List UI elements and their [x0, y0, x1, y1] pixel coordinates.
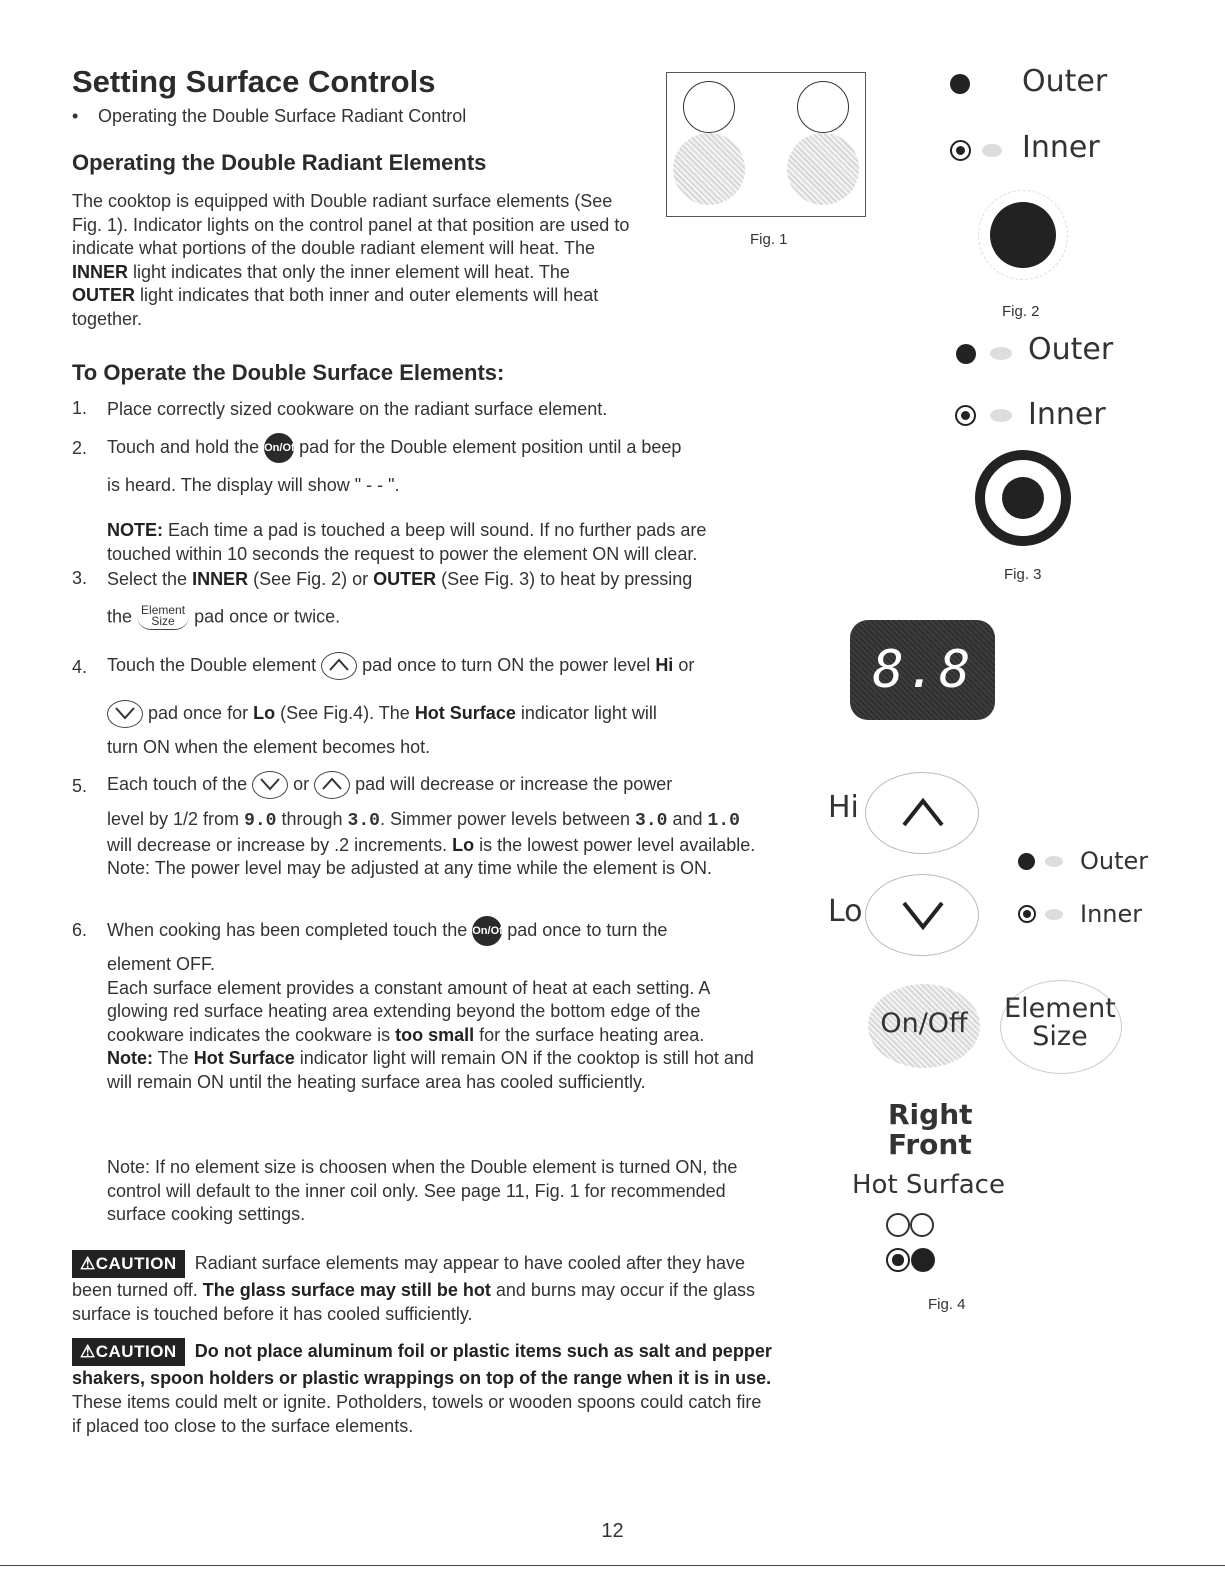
inner-indicator-icon: [1018, 905, 1036, 923]
onoff-pad-icon: On/Off: [472, 916, 502, 946]
fig-4-label: Fig. 4: [928, 1296, 966, 1313]
step-5-cont: level by 1/2 from 9.0 through 3.0. Simmer power levels between 3.0 and 1.0 will decrease or increase by .2 increments. Lo is the lowest power level available. Note: The power level may be adjusted at any time while the element is ON.: [107, 809, 756, 878]
fig-2-label: Fig. 2: [1002, 303, 1040, 320]
section-title-operate: To Operate the Double Surface Elements:: [72, 360, 505, 385]
position-label: Right Front: [888, 1098, 973, 1161]
warning-icon: ⚠: [80, 1254, 96, 1273]
step-4-cont2: turn ON when the element becomes hot.: [107, 737, 431, 757]
single-element-icon: [683, 81, 735, 133]
step-number: 1.: [72, 398, 88, 418]
page-title: Setting Surface Controls: [72, 64, 436, 99]
chevron-up-icon: [898, 791, 948, 831]
step-number: 2.: [72, 438, 88, 458]
outer-label: Outer: [1080, 847, 1149, 875]
double-element-icon: [787, 133, 859, 205]
step-number: 5.: [72, 776, 88, 796]
outer-indicator-icon: [1018, 853, 1035, 870]
bullet-icon: •: [72, 106, 79, 126]
caution-1: ⚠CAUTION Radiant surface elements may appear to have cooled after they have been turned off. The glass surface may still be hot and burns may occur if the glass surface is touched before it has cooled sufficiently.: [72, 1250, 772, 1326]
caution-badge: ⚠CAUTION: [72, 1250, 185, 1278]
cooktop-figure: [666, 72, 866, 217]
indicator-off-icon: [1045, 909, 1063, 920]
section-title-double-radiant: Operating the Double Radiant Elements: [72, 150, 487, 175]
single-element-icon: [797, 81, 849, 133]
inner-indicator-icon: [950, 140, 971, 161]
fig-3-label: Fig. 3: [1004, 566, 1042, 583]
hot-surface-indicator-icon: [886, 1248, 910, 1272]
indicator-off-icon: [990, 409, 1012, 422]
down-arrow-pad-icon: [107, 700, 143, 728]
indicator-off-icon: [982, 144, 1002, 157]
inner-label: Inner: [1028, 397, 1106, 432]
power-level-display: 8.8: [850, 620, 995, 720]
step-4-cont: pad once for Lo (See Fig.4). The Hot Surface indicator light will: [107, 700, 767, 728]
up-arrow-pad-icon: [314, 771, 350, 799]
up-arrow-button[interactable]: [865, 772, 979, 854]
inner-element-icon: [990, 202, 1056, 268]
element-size-pad-icon: Element Size: [137, 605, 189, 630]
down-arrow-pad-icon: [252, 771, 288, 799]
fig-1-label: Fig. 1: [750, 231, 788, 248]
warning-icon: ⚠: [80, 1342, 96, 1361]
step-6-cont: element OFF. Each surface element provides a constant amount of heat at each setting. A glowing red surface heating area extending beyond the bottom edge of the cookware indicates the cookware is too small for the surface heating area. Note: The Hot Surface indicator light will remain ON if the cooktop is still hot and will remain ON until the heating surface area has cooled sufficiently.: [107, 954, 754, 1092]
step-2: Touch and hold the On/Off pad for the Double element position until a beep: [107, 433, 767, 463]
step-2-cont: is heard. The display will show " - - ".: [107, 475, 400, 495]
indicator-off-icon: [990, 347, 1012, 360]
outer-indicator-icon: [950, 74, 970, 94]
hot-surface-indicator-icon: [910, 1213, 934, 1237]
section-paragraph: The cooktop is equipped with Double radiant surface elements (See Fig. 1). Indicator lights on the control panel at that position are used to indicate what portions of the double radiant element will heat. The INNER light indicates that only the inner element will heat. The OUTER light indicates that both inner and outer elements will heat together.: [72, 191, 630, 329]
outer-label: Outer: [1022, 64, 1108, 99]
element-size-label: Element Size: [1004, 993, 1116, 1052]
indicator-off-icon: [1045, 856, 1063, 867]
hot-surface-label: Hot Surface: [852, 1170, 1005, 1200]
up-arrow-pad-icon: [321, 652, 357, 680]
step-3: Select the INNER (See Fig. 2) or OUTER (See Fig. 3) to heat by pressing: [107, 569, 693, 589]
step-5: Each touch of the or pad will decrease or increase the power: [107, 771, 767, 799]
inner-label: Inner: [1080, 900, 1143, 928]
onoff-label: On/Off: [880, 1008, 968, 1039]
step-4: Touch the Double element pad once to turn ON the power level Hi or: [107, 652, 767, 680]
step-6-note2: Note: If no element size is choosen when the Double element is turned ON, the control will default to the inner coil only. See page 11, Fig. 1 for recommended surface cooking settings.: [107, 1157, 738, 1224]
step-2-note: NOTE: Each time a pad is touched a beep will sound. If no further pads are touched within 10 seconds the request to power the element ON will clear.: [107, 520, 707, 564]
double-element-icon: [673, 133, 745, 205]
inner-label: Inner: [1022, 130, 1100, 165]
hot-surface-indicator-icon: [886, 1213, 910, 1237]
step-3-cont: the Element Size pad once or twice.: [107, 603, 341, 628]
step-1: Place correctly sized cookware on the radiant surface element.: [107, 399, 608, 419]
step-number: 4.: [72, 657, 88, 677]
step-number: 3.: [72, 568, 88, 588]
intro-bullet: • Operating the Double Surface Radiant Control: [72, 106, 467, 126]
chevron-down-icon: [898, 897, 948, 937]
step-number: 6.: [72, 920, 88, 940]
hot-surface-indicator-icon: [911, 1248, 935, 1272]
step-6: When cooking has been completed touch the On/Off pad once to turn the: [107, 916, 767, 946]
caution-2: ⚠CAUTION Do not place aluminum foil or plastic items such as salt and pepper shakers, spoon holders or plastic wrappings on top of the range when it is in use. These items could melt or ignite. Potholders, towels or wooden spoons could catch fire if placed too close to the surface elements.: [72, 1338, 772, 1438]
page-number: 12: [601, 1520, 624, 1542]
footer-divider: [0, 1565, 1225, 1566]
hi-label: Hi: [828, 790, 859, 825]
double-element-icon: [975, 450, 1071, 546]
outer-indicator-icon: [956, 344, 976, 364]
onoff-pad-icon: On/Off: [264, 433, 294, 463]
caution-badge: ⚠CAUTION: [72, 1338, 185, 1366]
lo-label: Lo: [828, 894, 863, 929]
outer-label: Outer: [1028, 332, 1114, 367]
inner-indicator-icon: [955, 405, 976, 426]
down-arrow-button[interactable]: [865, 874, 979, 956]
